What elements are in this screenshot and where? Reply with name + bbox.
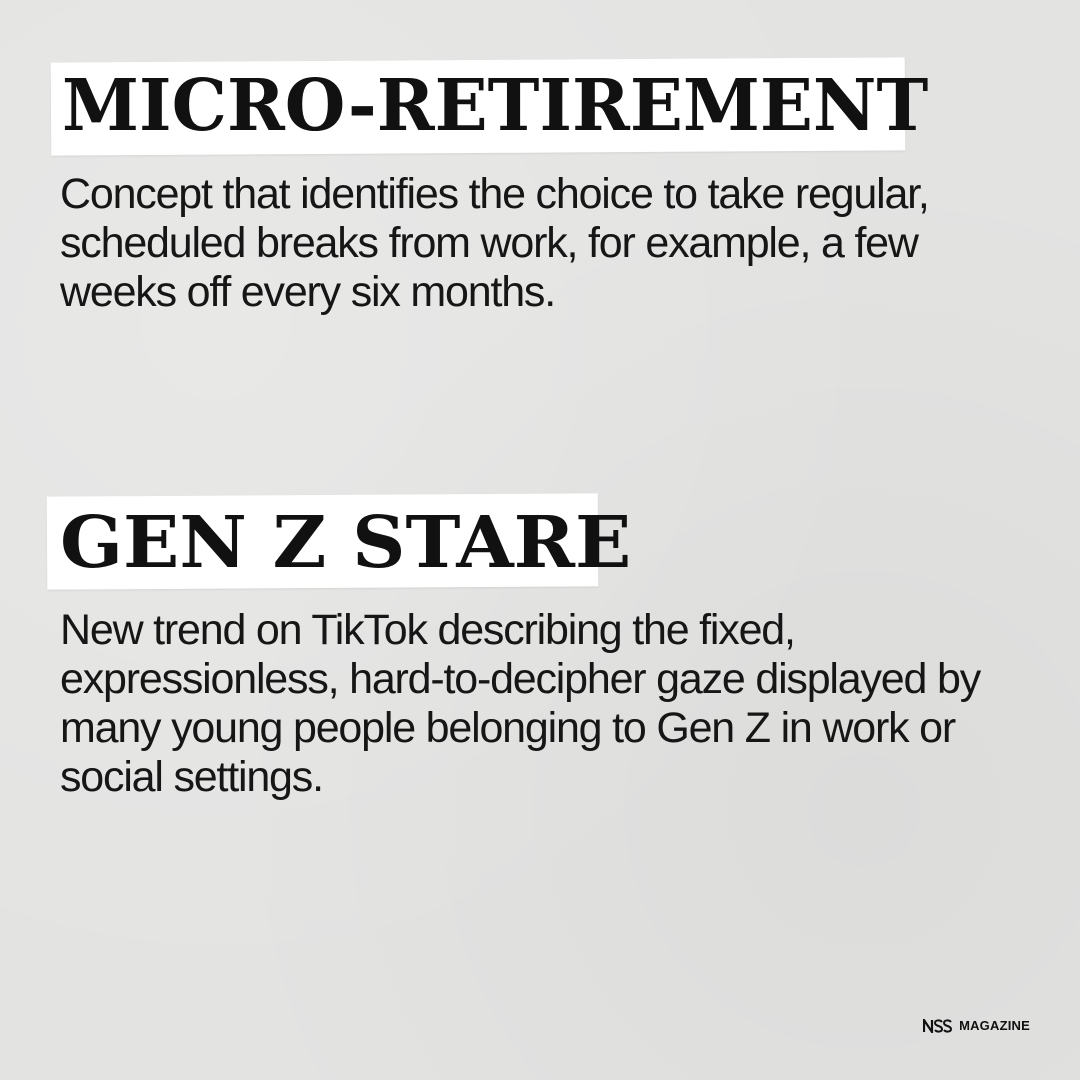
section-description: Concept that identifies the choice to take regular, scheduled breaks from work, for example, a few weeks off every six months. [60,170,929,316]
section-description: New trend on TikTok describing the fixed, expressionless, hard-to-decipher gaze displayed by many young people belonging to Gen Z in work or social settings. [60,606,980,801]
brand-name: MAGAZINE [959,1018,1030,1033]
brand-logo [923,1018,1030,1033]
section-title: MICRO-RETIREMENT [62,63,929,147]
nss-logo-icon [923,1019,953,1033]
section-title: GEN Z STARE [60,500,632,584]
